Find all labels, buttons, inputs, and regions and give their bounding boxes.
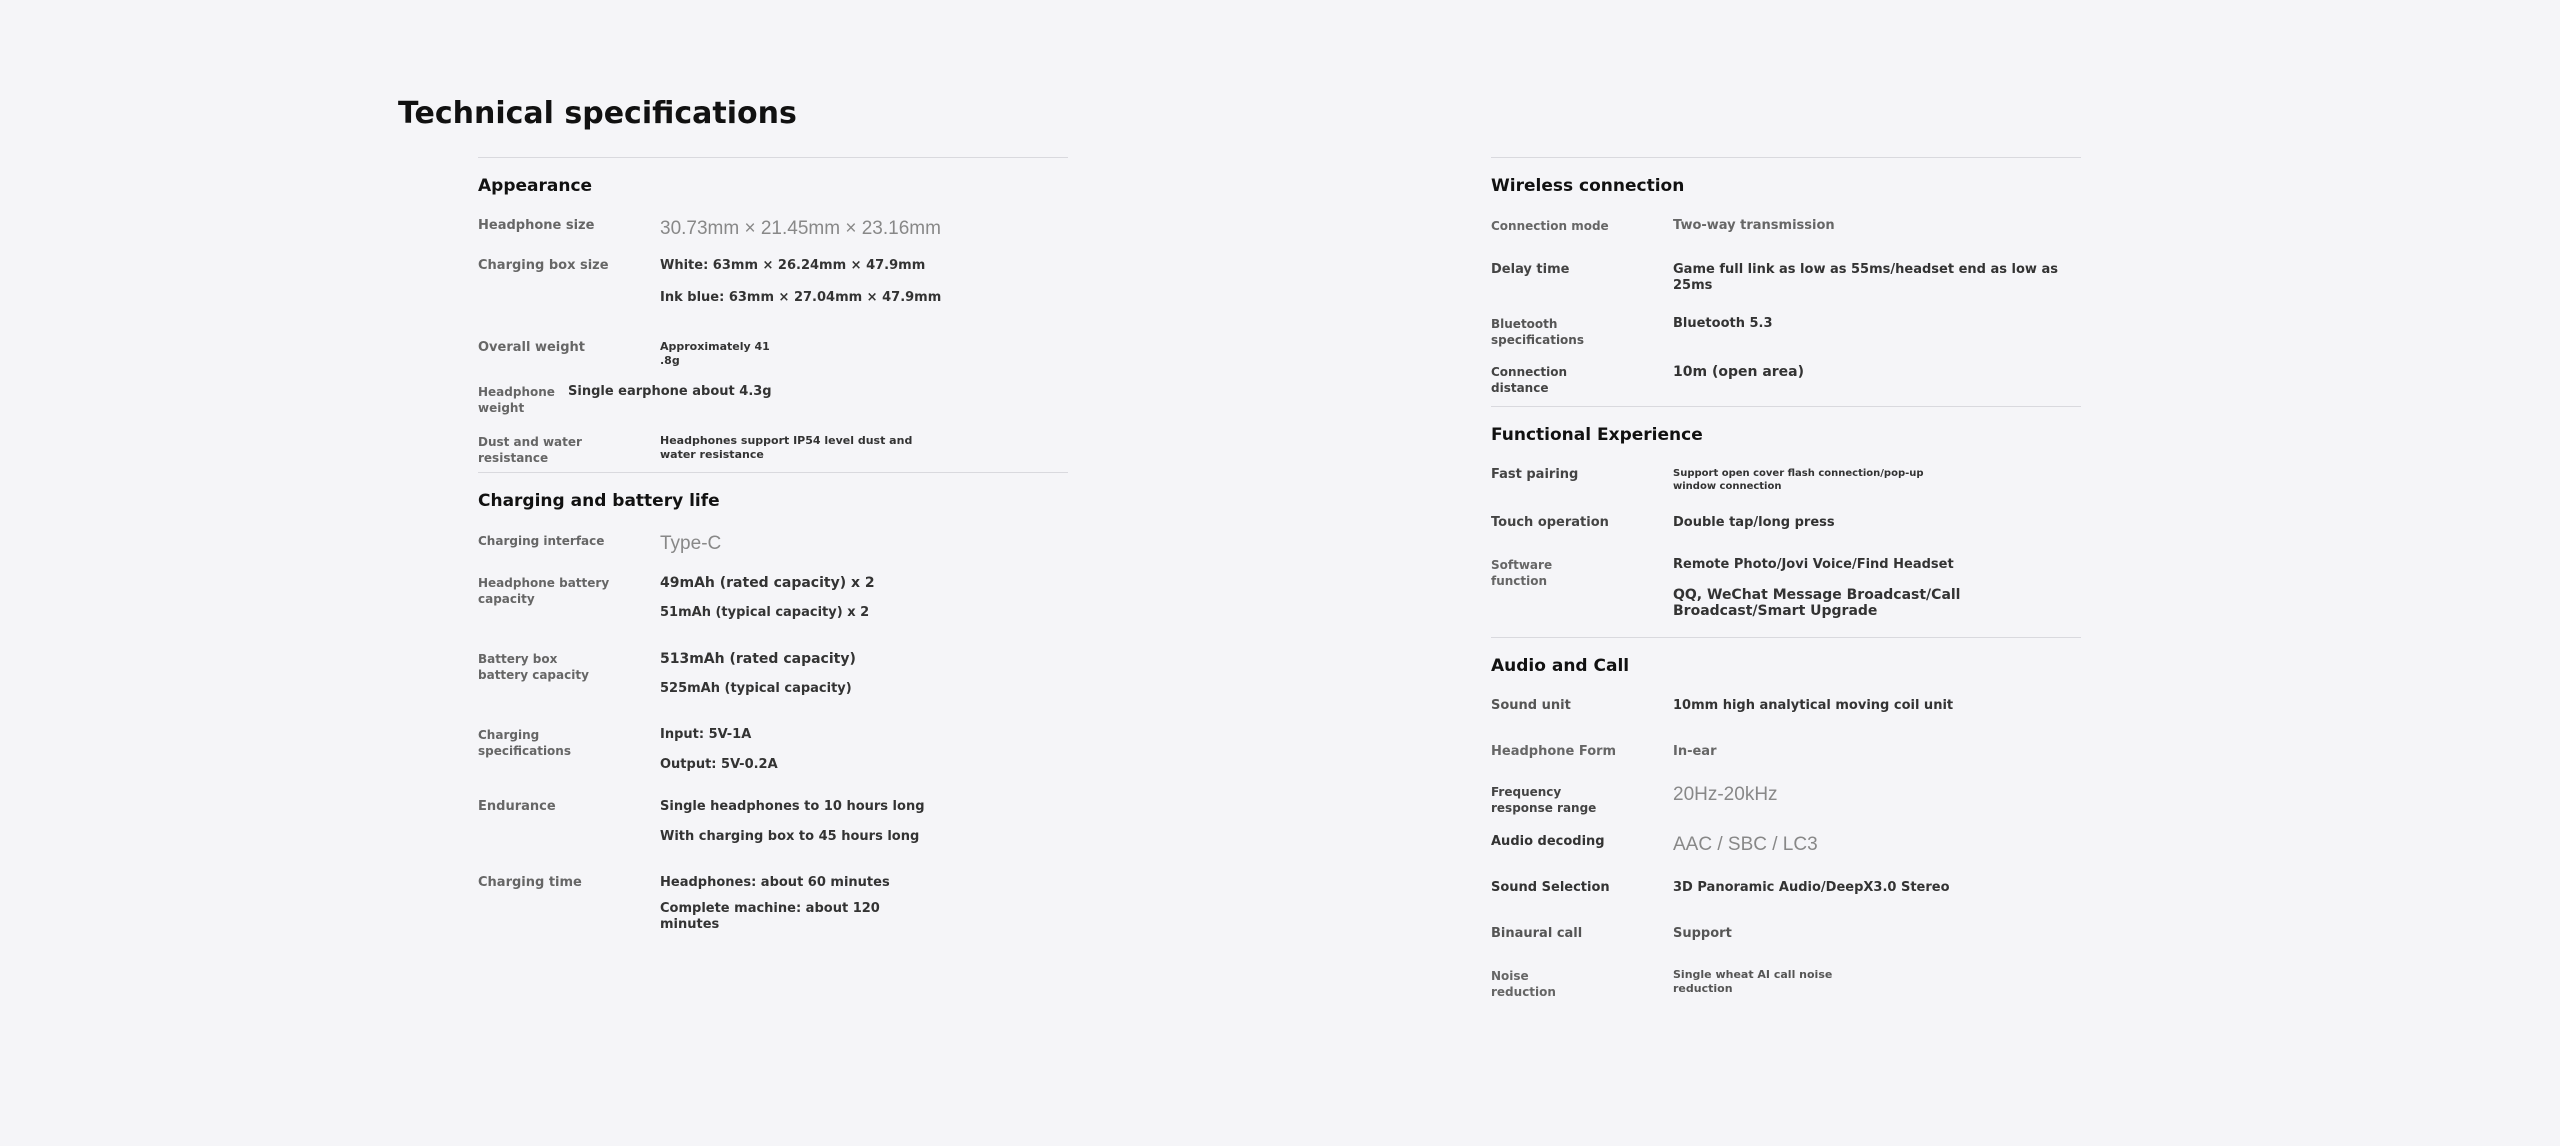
spec-label: Binaural call: [1491, 926, 1583, 941]
wireless-section: [1491, 157, 2081, 396]
spec-label: Fast pairing: [1491, 467, 1579, 482]
spec-row-software-function: [1491, 557, 2081, 619]
spec-value: 10mm high analytical moving coil unit: [1673, 698, 1954, 713]
spec-label: Sound Selection: [1491, 880, 1610, 895]
spec-label: Endurance: [478, 799, 556, 814]
spec-value: Single earphone about 4.3g: [568, 384, 772, 399]
spec-row-frequency-range: [1491, 784, 2081, 816]
spec-row-sound-selection: [1491, 880, 2081, 896]
spec-value: Single wheat AI call noise reduction: [1673, 968, 1833, 995]
spec-row-connection-distance: [1491, 364, 2081, 396]
spec-label: Frequency response range: [1491, 785, 1597, 815]
spec-row-charging-box-size: [478, 258, 1068, 306]
spec-value: Single headphones to 10 hours long: [660, 799, 925, 814]
spec-value: With charging box to 45 hours long: [660, 829, 920, 844]
charging-title: Charging and battery life: [478, 491, 720, 511]
spec-value: AAC / SBC / LC3: [1673, 834, 1818, 855]
spec-value: 30.73mm × 21.45mm × 23.16mm: [660, 218, 941, 239]
appearance-title: Appearance: [478, 176, 593, 196]
spec-label: Audio decoding: [1491, 834, 1605, 849]
spec-label: Headphone size: [478, 218, 595, 233]
spec-row-bluetooth: [1491, 316, 2081, 348]
spec-row-headphone-form: [1491, 744, 2081, 760]
spec-row-box-battery: [478, 651, 1068, 697]
spec-row-sound-unit: [1491, 698, 2081, 714]
functional-title: Functional Experience: [1491, 425, 1703, 445]
spec-row-binaural-call: [1491, 926, 2081, 942]
spec-value: 10m (open area): [1673, 364, 1805, 380]
spec-value: Complete machine: about 120 minutes: [660, 901, 880, 932]
spec-value: Two-way transmission: [1673, 218, 1835, 233]
spec-value: Support open cover flash connection/pop-up window connection: [1673, 468, 1924, 492]
spec-row-audio-decoding: [1491, 834, 2081, 856]
spec-value: Game full link as low as 55ms/headset end as low as 25ms: [1673, 262, 2058, 293]
spec-value: Approximately 41 .8g: [660, 340, 770, 367]
spec-row-noise-reduction: [1491, 968, 2081, 1000]
spec-value: Double tap/long press: [1673, 515, 1835, 530]
spec-label: Software function: [1491, 558, 1553, 588]
spec-value: White: 63mm × 26.24mm × 47.9mm: [660, 258, 926, 273]
spec-label: Touch operation: [1491, 515, 1609, 530]
spec-label: Headphone weight: [478, 385, 555, 415]
spec-label: Bluetooth specifications: [1491, 317, 1584, 347]
right-column: [1491, 157, 2081, 1018]
spec-value: In-ear: [1673, 744, 1717, 759]
spec-label: Headphone Form: [1491, 744, 1617, 759]
spec-row-connection-mode: [1491, 218, 2081, 234]
spec-label: Charging time: [478, 875, 582, 890]
spec-row-touch-operation: [1491, 515, 2081, 531]
spec-value: Input: 5V-1A: [660, 727, 752, 742]
page-title: Technical specifications: [398, 96, 797, 131]
spec-row-charging-interface: [478, 533, 1068, 555]
charging-section: [478, 472, 1068, 933]
spec-label: Connection mode: [1491, 219, 1609, 233]
spec-label: Connection distance: [1491, 365, 1568, 395]
spec-value: 513mAh (rated capacity): [660, 651, 856, 667]
spec-value: Output: 5V-0.2A: [660, 757, 778, 772]
spec-label: Noise reduction: [1491, 969, 1556, 999]
spec-label: Charging specifications: [478, 728, 571, 758]
spec-value: 51mAh (typical capacity) x 2: [660, 605, 870, 620]
spec-value: Type-C: [660, 533, 722, 554]
spec-label: Overall weight: [478, 340, 586, 355]
spec-value: Support: [1673, 926, 1732, 941]
spec-row-headphone-weight: [478, 384, 1068, 416]
spec-value: 20Hz-20kHz: [1673, 784, 1778, 805]
spec-row-overall-weight: [478, 340, 1068, 368]
spec-value: Headphones support IP54 level dust and water resistance: [660, 434, 913, 461]
left-column: [478, 157, 1068, 951]
spec-label: Battery box battery capacity: [478, 652, 589, 682]
spec-value: 49mAh (rated capacity) x 2: [660, 575, 875, 591]
audio-section: [1491, 637, 2081, 1000]
spec-value: 525mAh (typical capacity): [660, 681, 852, 696]
spec-label: Charging box size: [478, 258, 609, 273]
spec-label: Charging interface: [478, 534, 605, 548]
spec-label: Sound unit: [1491, 698, 1571, 713]
spec-row-charging-specs: [478, 727, 1068, 773]
spec-value: Bluetooth 5.3: [1673, 316, 1773, 331]
spec-row-endurance: [478, 799, 1068, 845]
audio-title: Audio and Call: [1491, 656, 1630, 676]
spec-row-charging-time: [478, 875, 1068, 933]
wireless-title: Wireless connection: [1491, 176, 1685, 196]
spec-value: Ink blue: 63mm × 27.04mm × 47.9mm: [660, 290, 942, 305]
spec-value: 3D Panoramic Audio/DeepX3.0 Stereo: [1673, 880, 1950, 895]
spec-row-dust-water: [478, 434, 1068, 466]
spec-value: QQ, WeChat Message Broadcast/Call Broadcast/Smart Upgrade: [1673, 587, 1961, 619]
spec-label: Headphone battery capacity: [478, 576, 610, 606]
spec-value: Headphones: about 60 minutes: [660, 875, 890, 890]
spec-row-headphone-battery: [478, 575, 1068, 621]
spec-row-fast-pairing: [1491, 467, 2081, 493]
functional-section: [1491, 406, 2081, 619]
spec-value: Remote Photo/Jovi Voice/Find Headset: [1673, 557, 1954, 572]
spec-label: Delay time: [1491, 262, 1570, 277]
spec-label: Dust and water resistance: [478, 435, 582, 465]
spec-row-headphone-size: [478, 218, 1068, 240]
appearance-section: [478, 157, 1068, 466]
spec-row-delay-time: [1491, 262, 2081, 294]
